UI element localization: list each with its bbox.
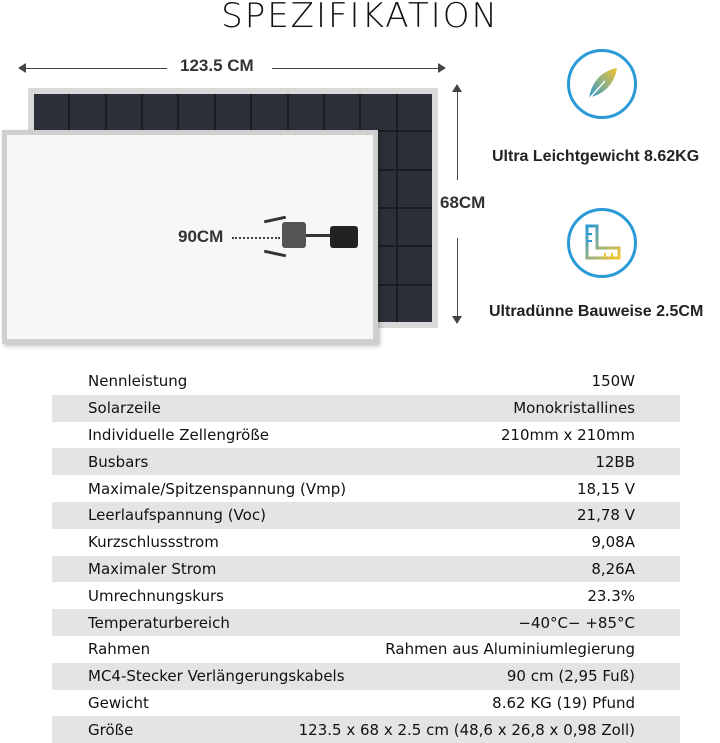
- solar-cell: [34, 94, 68, 130]
- solar-cell: [398, 247, 432, 283]
- dimension-height-label: 68CM: [440, 193, 486, 212]
- solar-cell: [179, 94, 213, 130]
- dimension-arrow-bottom: [452, 316, 462, 324]
- dimension-width-label: 123.5 CM: [180, 56, 254, 75]
- solar-cell: [398, 209, 432, 245]
- junction-box: [282, 222, 306, 248]
- feature-thickness-badge: [567, 208, 637, 278]
- dimension-line-width-left: [22, 68, 167, 69]
- table-row: Maximale/Spitzenspannung (Vmp) 18,15 V: [88, 479, 635, 498]
- table-row: Nennleistung 150W: [88, 372, 635, 391]
- solar-cell: [398, 171, 432, 207]
- table-row: MC4-Stecker Verlängerungskabels 90 cm (2,95 Fuß): [52, 663, 680, 690]
- solar-cell: [216, 94, 250, 130]
- cable-wire: [306, 234, 332, 237]
- solar-cell: [289, 94, 323, 130]
- feather-icon: [581, 63, 623, 105]
- cable-length-dotted-line: [232, 237, 280, 239]
- solar-cell: [143, 94, 177, 130]
- page-title: SPEZIFIKATION: [221, 0, 499, 36]
- table-row: Solarzeile Monokristallines: [52, 395, 680, 422]
- spec-table: [52, 368, 680, 743]
- table-row: Rahmen Rahmen aus Aluminiumlegierung: [88, 640, 635, 659]
- table-row: Leerlaufspannung (Voc) 21,78 V: [52, 502, 680, 529]
- table-row: Temperaturbereich −40°C− +85°C: [52, 609, 680, 636]
- ruler-icon: [581, 222, 623, 264]
- dimension-line-width-right: [272, 68, 442, 69]
- table-row: Busbars 12BB: [52, 448, 680, 475]
- table-row: Kurzschlussstrom 9,08A: [88, 533, 635, 552]
- mc4-connector: [330, 226, 358, 248]
- feature-weight-badge: [567, 49, 637, 119]
- solar-cell: [107, 94, 141, 130]
- dimension-arrow-right: [438, 63, 446, 73]
- table-row: Größe 123.5 x 68 x 2.5 cm (48,6 x 26,8 x 0,98 Zoll): [52, 716, 680, 743]
- solar-cell: [361, 94, 395, 130]
- table-row: Individuelle Zellengröße 210mm x 210mm: [88, 425, 635, 444]
- solar-cell: [398, 286, 432, 322]
- solar-cell: [398, 132, 432, 168]
- feature-thickness-label: Ultradünne Bauweise 2.5CM: [489, 303, 704, 320]
- solar-cell: [398, 94, 432, 130]
- table-row: Gewicht 8.62 KG (19) Pfund: [88, 693, 635, 712]
- table-row: Umrechnungskurs 23.3%: [88, 586, 635, 605]
- solar-cell: [325, 94, 359, 130]
- feature-weight-label: Ultra Leichtgewicht 8.62KG: [492, 148, 700, 165]
- dimension-line-height-top: [457, 90, 458, 180]
- solar-cell: [252, 94, 286, 130]
- solar-cell: [70, 94, 104, 130]
- cable-length-label: 90CM: [178, 227, 224, 246]
- dimension-line-height-bottom: [457, 238, 458, 318]
- table-row: Maximaler Strom 8,26A: [52, 556, 680, 583]
